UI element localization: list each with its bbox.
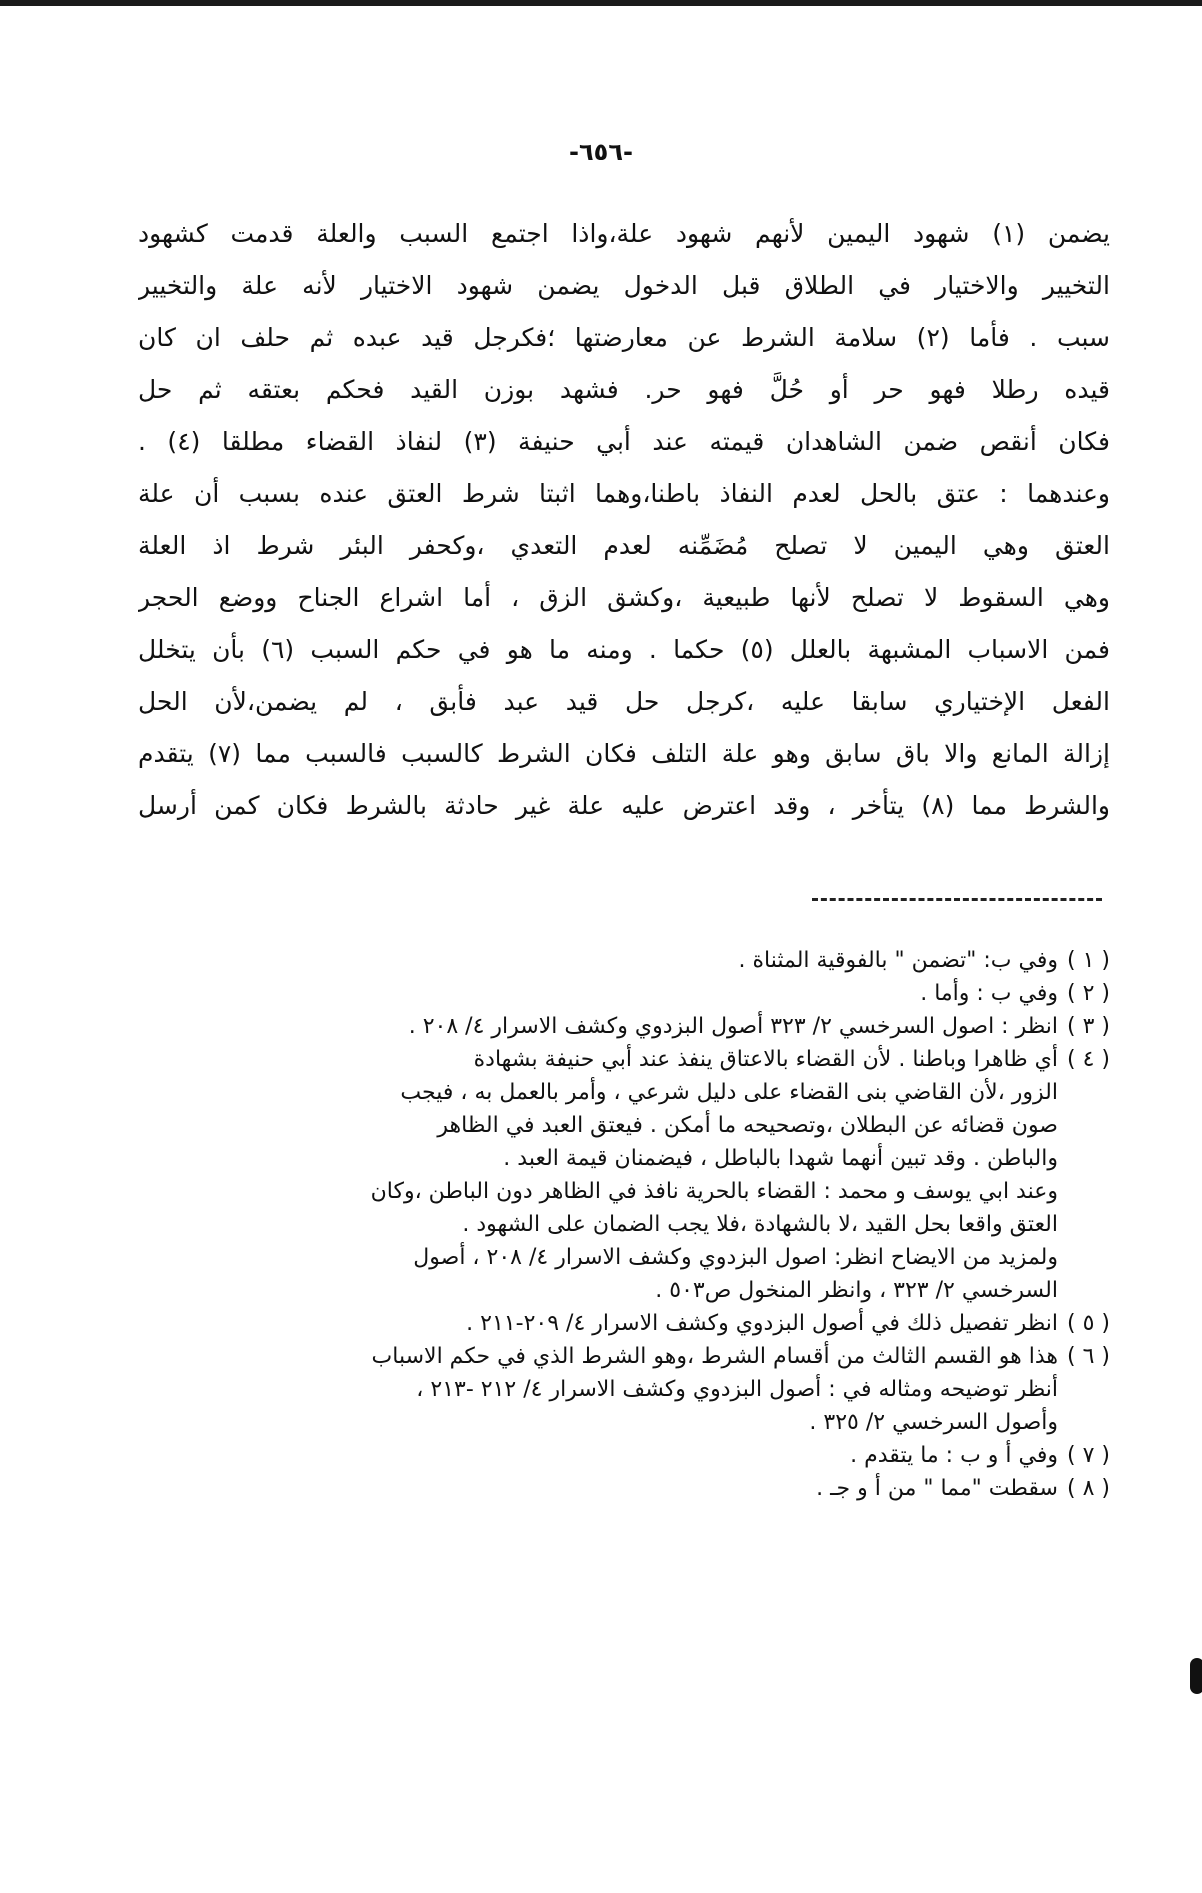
main-text: [138, 208, 1110, 832]
footnote-6: [170, 1340, 1110, 1439]
footnote-line: انظر تفصيل ذلك في أصول البزدوي وكشف الاسرار ٤/ ٢٠٩-٢١١ .: [466, 1311, 1058, 1336]
scan-top-edge: [0, 0, 1202, 6]
footnote-number: ( ٥ ): [1067, 1311, 1110, 1336]
footnote-3: [170, 1010, 1110, 1043]
footnote-number: ( ٧ ): [1067, 1443, 1110, 1468]
text-line: يضمن (١) شهود اليمين لأنهم شهود علة،واذا اجتمع السبب والعلة قدمت كشهود: [138, 219, 1110, 248]
page-number: -٦٥٦-: [569, 138, 633, 166]
footnotes: [170, 944, 1110, 1505]
footnote-number: ( ٣ ): [1067, 1014, 1110, 1039]
footnote-line: وفي ب: "تضمن " بالفوقية المثناة .: [738, 948, 1058, 973]
footnote-1: [170, 944, 1110, 977]
footnote-line: ولمزيد من الايضاح انظر: اصول البزدوي وكشف الاسرار ٤/ ٢٠٨ ، أصول: [413, 1245, 1058, 1270]
text-line: الفعل الإختياري سابقا عليه ،كرجل حل قيد عبد فأبق ، لم يضمن،لأن الحل: [138, 687, 1110, 716]
text-line: فكان أنقص ضمن الشاهدان قيمته عند أبي حنيفة (٣) لنفاذ القضاء مطلقا (٤) .: [138, 427, 1110, 456]
scan-margin-mark: [1190, 1658, 1202, 1694]
footnote-number: ( ٦ ): [1067, 1344, 1110, 1369]
text-line: فمن الاسباب المشبهة بالعلل (٥) حكما . ومنه ما هو في حكم السبب (٦) بأن يتخلل: [138, 635, 1110, 664]
footnote-line: سقطت "مما " من أ و جـ .: [816, 1476, 1058, 1501]
text-line: وهي السقوط لا تصلح لأنها طبيعية ،وكشق الزق ، أما اشراع الجناح ووضع الحجر: [138, 583, 1110, 612]
footnote-2: [170, 977, 1110, 1010]
footnote-line: الزور ،لأن القاضي بنى القضاء على دليل شرعي ، وأمر بالعمل به ، فيجب: [400, 1080, 1058, 1105]
footnote-line: انظر : اصول السرخسي ٢/ ٣٢٣ أصول البزدوي وكشف الاسرار ٤/ ٢٠٨ .: [408, 1014, 1058, 1039]
text-line: العتق وهي اليمين لا تصلح مُضَمِّنه لعدم التعدي ،وكحفر البئر شرط اذ العلة: [138, 531, 1110, 560]
footnote-line: والباطن . وقد تبين أنهما شهدا بالباطل ، فيضمنان قيمة العبد .: [503, 1146, 1058, 1171]
footnote-line: وعند ابي يوسف و محمد : القضاء بالحرية نافذ في الظاهر دون الباطن ،وكان: [370, 1179, 1058, 1204]
footnote-line: وفي أ و ب : ما يتقدم .: [850, 1443, 1058, 1468]
footnote-7: [170, 1439, 1110, 1472]
footnote-5: [170, 1307, 1110, 1340]
footnote-line: وفي ب : وأما .: [920, 981, 1058, 1006]
footnote-line: أنظر توضيحه ومثاله في : أصول البزدوي وكشف الاسرار ٤/ ٢١٢ -٢١٣ ،: [416, 1377, 1058, 1402]
footnote-line: وأصول السرخسي ٢/ ٣٢٥ .: [809, 1410, 1058, 1435]
footnote-4: [170, 1043, 1110, 1307]
footnote-line: العتق واقعا بحل القيد ،لا بالشهادة ،فلا يجب الضمان على الشهود .: [462, 1212, 1058, 1237]
footnote-number: ( ١ ): [1067, 948, 1110, 973]
text-line: سبب . فأما (٢) سلامة الشرط عن معارضتها ؛فكرجل قيد عبده ثم حلف ان كان: [138, 323, 1110, 352]
footnote-number: ( ٨ ): [1067, 1476, 1110, 1501]
footnote-number: ( ٢ ): [1067, 981, 1110, 1006]
footnote-line: هذا هو القسم الثالث من أقسام الشرط ،وهو الشرط الذي في حكم الاسباب: [371, 1344, 1058, 1369]
footnote-line: أي ظاهرا وباطنا . لأن القضاء بالاعتاق ينفذ عند أبي حنيفة بشهادة: [473, 1047, 1058, 1072]
footnote-number: ( ٤ ): [1067, 1047, 1110, 1072]
text-line: والشرط مما (٨) يتأخر ، وقد اعترض عليه علة غير حادثة بالشرط فكان كمن أرسل: [138, 791, 1110, 820]
text-line: قيده رطلا فهو حر أو حُلَّ فهو حر. فشهد بوزن القيد فحكم بعتقه ثم حل: [138, 375, 1110, 404]
footnote-8: [170, 1472, 1110, 1505]
text-line: التخيير والاختيار في الطلاق قبل الدخول يضمن شهود الاختيار لأنه علة والتخيير: [138, 271, 1110, 300]
footnote-divider: [812, 898, 1102, 901]
footnote-line: صون قضائه عن البطلان ،وتصحيحه ما أمكن . فيعتق العبد في الظاهر: [437, 1113, 1058, 1138]
footnote-line: السرخسي ٢/ ٣٢٣ ، وانظر المنخول ص٥٠٣ .: [655, 1278, 1058, 1303]
text-line: وعندهما : عتق بالحل لعدم النفاذ باطنا،وهما اثبتا شرط العتق عنده بسبب أن علة: [138, 479, 1110, 508]
text-line: إزالة المانع والا باق سابق وهو علة التلف فكان الشرط كالسبب فالسبب مما (٧) يتقدم: [138, 739, 1110, 768]
